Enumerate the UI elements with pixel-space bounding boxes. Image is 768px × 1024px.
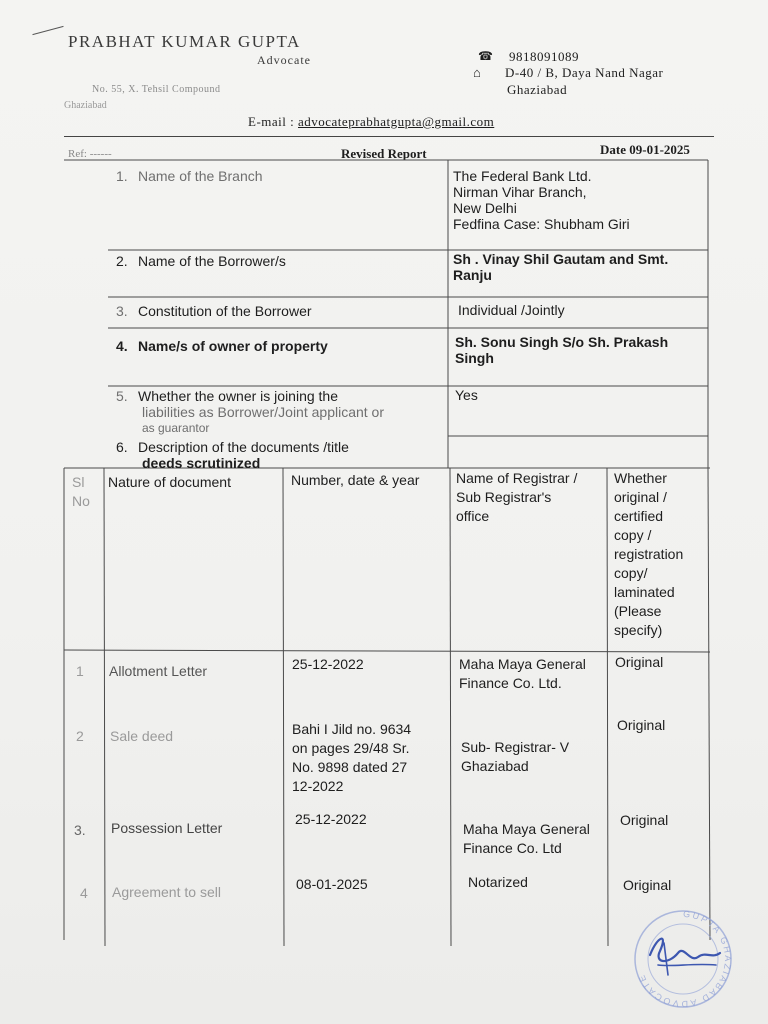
section-1-label: 1. Name of the Branch	[116, 168, 263, 184]
section-4-value: Sh. Sonu Singh S/o Sh. Prakash Singh	[455, 334, 669, 366]
stamp-ring-text: GUPTA GHAZIABAD ADVOCATE	[635, 908, 733, 1010]
report-date: Date 09-01-2025	[600, 142, 690, 157]
row-4-number: 08-01-2025	[296, 876, 368, 892]
row-1-registrar: Maha Maya General Finance Co. Ltd.	[459, 656, 586, 691]
address-right-line-1: D-40 / B, Daya Nand Nagar	[505, 65, 664, 80]
row-4-whether: Original	[623, 877, 672, 893]
ref-label: Ref: ------	[68, 148, 112, 160]
row-2-whether: Original	[617, 717, 666, 733]
section-3-label: 3. Constitution of the Borrower	[116, 303, 312, 319]
row-2-number: Bahi I Jild no. 9634 on pages 29/48 Sr. No. 9898 dated 27 12-2022	[292, 721, 412, 794]
email-label: E-mail :	[248, 114, 295, 129]
home-icon: ⌂	[473, 65, 481, 80]
row-2-sl: 2	[76, 728, 84, 744]
row-3-registrar: Maha Maya General Finance Co. Ltd	[463, 821, 590, 856]
header-sl-no: Sl No	[72, 474, 90, 509]
row-1-sl: 1	[76, 663, 84, 679]
section-3-value: Individual /Jointly	[458, 302, 565, 318]
row-4-sl: 4	[80, 885, 88, 901]
row-1-whether: Original	[615, 654, 664, 670]
section-5-label: 5. Whether the owner is joining the liabilities as Borrower/Joint applicant or as guarantor	[116, 388, 384, 435]
row-2-registrar: Sub- Registrar- V Ghaziabad	[461, 739, 570, 774]
header-number: Number, date & year	[291, 472, 420, 488]
header-registrar: Name of Registrar / Sub Registrar's office	[456, 470, 578, 524]
section-6-label: 6. Description of the documents /title deeds scrutinized	[116, 439, 349, 471]
phone-number: 9818091089	[509, 49, 579, 64]
section-5-value: Yes	[455, 387, 478, 403]
row-4-nature: Agreement to sell	[112, 884, 221, 900]
address-left-line-1: No. 55, X. Tehsil Compound	[92, 84, 221, 95]
row-1-nature: Allotment Letter	[109, 663, 208, 679]
address-left-line-2: Ghaziabad	[64, 100, 107, 111]
report-title: Revised Report	[341, 146, 427, 161]
address-right-line-2: Ghaziabad	[507, 82, 568, 97]
header-nature: Nature of document	[108, 474, 231, 490]
section-4-label: 4. Name/s of owner of property	[116, 338, 328, 354]
advocate-stamp	[628, 905, 738, 1013]
advocate-name: PRABHAT KUMAR GUPTA	[68, 32, 301, 51]
header-whether: Whether original / certified copy / registration copy/ laminated (Please specify)	[614, 470, 684, 638]
row-3-number: 25-12-2022	[295, 811, 367, 827]
row-3-sl: 3.	[74, 822, 86, 838]
row-1-number: 25-12-2022	[292, 656, 364, 672]
row-4-registrar: Notarized	[468, 874, 528, 890]
row-2-nature: Sale deed	[110, 728, 174, 744]
email-address: advocateprabhatgupta@gmail.com	[298, 114, 495, 129]
section-1-value: The Federal Bank Ltd. Nirman Vihar Branch, New Delhi Fedfina Case: Shubham Giri	[453, 168, 630, 232]
section-2-label: 2. Name of the Borrower/s	[116, 253, 286, 269]
row-3-whether: Original	[620, 812, 669, 828]
designation: Advocate	[257, 53, 311, 67]
row-3-nature: Possession Letter	[111, 820, 223, 836]
phone-icon: ☎	[478, 49, 493, 63]
section-2-value: Sh . Vinay Shil Gautam and Smt. Ranju	[453, 251, 669, 283]
signature-icon	[650, 939, 720, 975]
